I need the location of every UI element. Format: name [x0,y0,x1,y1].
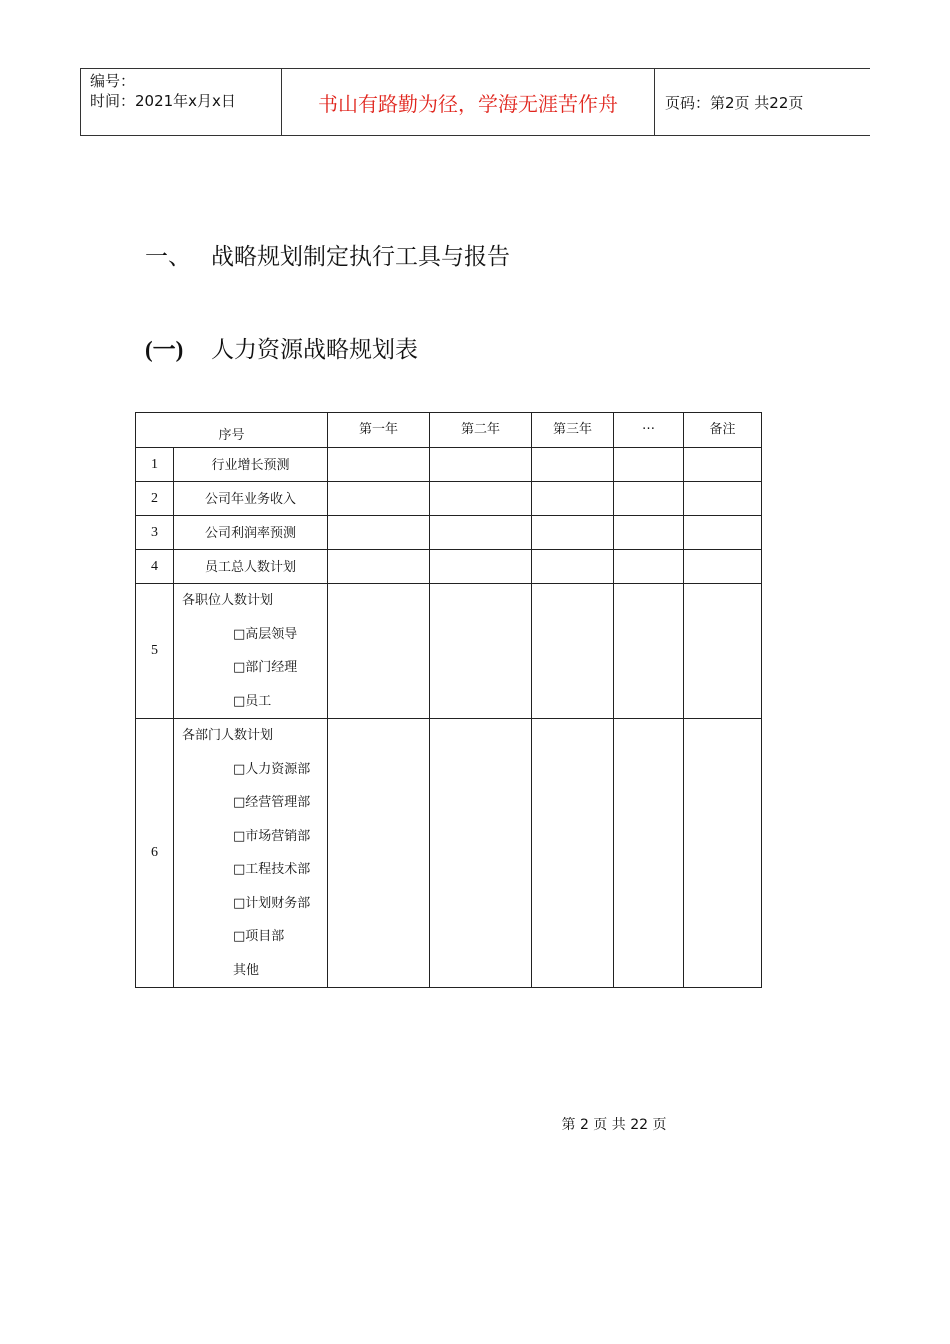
header-cell-year2: 第二年 [430,413,532,448]
row-item: 员工总人数计划 [174,550,328,584]
row-item: 公司利润率预测 [174,516,328,550]
section-heading [145,238,510,271]
table-row [136,719,762,988]
cell-year1 [328,448,430,482]
checkbox-option: □部门经理 [233,660,298,675]
page-header [80,68,870,136]
header-cell-note: 备注 [684,413,762,448]
cell-year2 [430,719,532,988]
cell-more [614,584,684,719]
cell-note [684,719,762,988]
checkbox-option: □项目部 [233,929,285,944]
cell-year3 [532,516,614,550]
subsection-heading [145,331,418,364]
header-cell-year1: 第一年 [328,413,430,448]
row-item: 公司年业务收入 [174,482,328,516]
cell-note [684,482,762,516]
checkbox-option: □经营管理部 [233,795,311,810]
cell-year2 [430,550,532,584]
row-item-group [174,584,328,719]
cell-year2 [430,584,532,719]
cell-year3 [532,584,614,719]
checkbox-option: □市场营销部 [233,828,311,844]
cell-year2 [430,516,532,550]
other-option: 其他 [233,962,260,978]
cell-note [684,448,762,482]
row-number: 5 [136,584,174,719]
cell-note [684,584,762,719]
header-cell-year3: 第三年 [532,413,614,448]
cell-more [614,550,684,584]
header-cell-more: … [614,413,684,448]
page-footer [0,1114,950,1134]
table-row [136,516,762,550]
row-number: 4 [136,550,174,584]
header-number-label: 编号： [90,72,136,90]
subsection-title: 人力资源战略规划表 [211,337,418,363]
cell-year2 [430,448,532,482]
cell-year1 [328,584,430,719]
cell-note [684,516,762,550]
row-number: 1 [136,448,174,482]
cell-year3 [532,719,614,988]
table-row [136,550,762,584]
cell-year3 [532,482,614,516]
header-page-label: 页码：第2页 共22页 [665,93,804,112]
checkbox-option: □高层领导 [233,626,298,642]
section-title: 战略规划制定执行工具与报告 [211,244,510,270]
header-motto: 书山有路勤为径，学海无涯苦作舟 [282,69,655,135]
cell-year1 [328,719,430,988]
row-item: 行业增长预测 [174,448,328,482]
cell-year1 [328,516,430,550]
cell-year3 [532,448,614,482]
table-header-row [136,413,762,448]
subsection-number: (一) [145,337,184,362]
row-number: 2 [136,482,174,516]
cell-year1 [328,550,430,584]
checkbox-option: □工程技术部 [233,862,311,877]
cell-more [614,516,684,550]
table-row [136,448,762,482]
header-time-label: 时间：2021年x月x日 [90,92,236,110]
checkbox-option: □计划财务部 [233,895,311,911]
section-number: 一、 [145,244,191,270]
header-cell-seq: 序号 [136,413,328,448]
table-row [136,482,762,516]
table-row [136,584,762,719]
cell-year3 [532,550,614,584]
checkbox-option: □员工 [233,693,272,709]
checkbox-option: □人力资源部 [233,761,311,777]
row-number: 6 [136,719,174,988]
group-title: 各部门人数计划 [182,728,274,743]
cell-note [684,550,762,584]
group-title: 各职位人数计划 [182,593,274,608]
row-number: 3 [136,516,174,550]
row-item-group [174,719,328,988]
hr-plan-table [135,412,762,988]
footer-page-number: 第 2 页 共 22 页 [561,1117,667,1133]
cell-more [614,448,684,482]
header-meta [81,69,282,135]
cell-more [614,719,684,988]
cell-year1 [328,482,430,516]
cell-year2 [430,482,532,516]
cell-more [614,482,684,516]
